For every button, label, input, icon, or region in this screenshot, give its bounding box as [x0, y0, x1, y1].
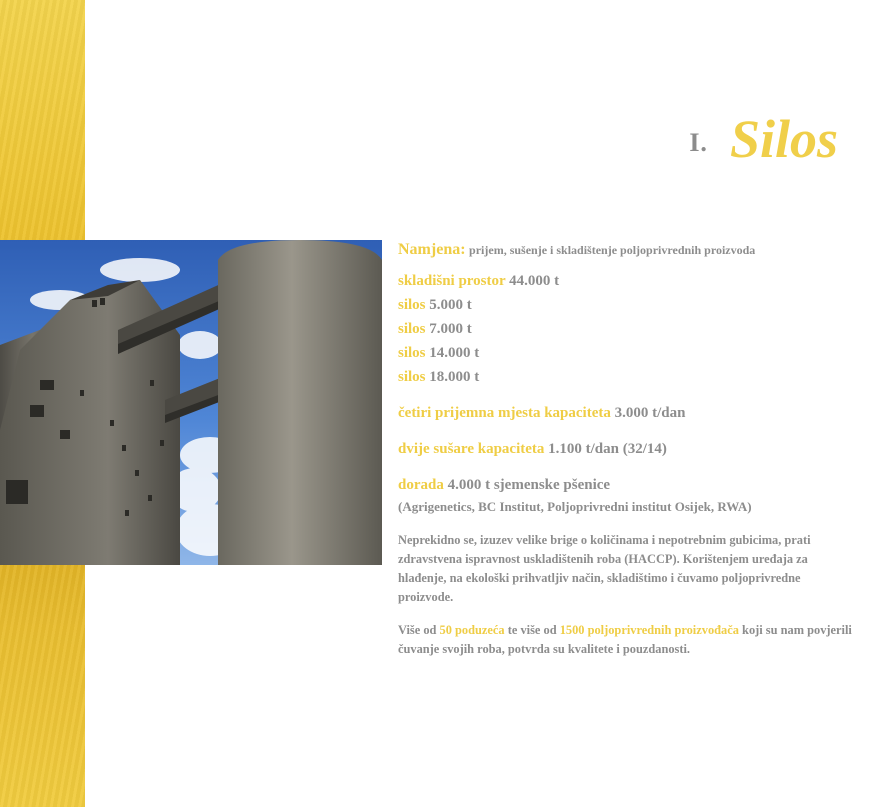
storage-label: skladišni prostor — [398, 273, 506, 289]
storage-label: silos — [398, 297, 426, 313]
processing-capacity — [398, 473, 858, 497]
page-title — [689, 108, 838, 170]
trust-paragraph — [398, 621, 858, 659]
silo-photo — [0, 240, 382, 565]
storage-item — [398, 341, 858, 365]
processing-label: dorada — [398, 477, 444, 493]
storage-value: 5.000 t — [429, 297, 472, 313]
storage-label: silos — [398, 321, 426, 337]
intake-capacity — [398, 401, 858, 425]
trust-text-2: te više od — [507, 623, 557, 637]
storage-item — [398, 365, 858, 389]
storage-value: 18.000 t — [429, 369, 480, 385]
info-text-block — [398, 238, 858, 659]
companies-count: 50 poduzeća — [439, 623, 505, 637]
processing-partners: (Agrigenetics, BC Institut, Poljoprivredni institut Osijek, RWA) — [398, 499, 752, 514]
storage-item — [398, 293, 858, 317]
storage-label: silos — [398, 369, 426, 385]
storage-list — [398, 269, 858, 389]
intake-label: četiri prijemna mjesta kapaciteta — [398, 405, 611, 421]
trust-text-3: koji su nam povjerili čuvanje svojih roba, potvrda su kvalitete i pouzdanosti. — [398, 623, 852, 656]
storage-value: 44.000 t — [509, 273, 560, 289]
storage-item — [398, 317, 858, 341]
purpose-text: prijem, sušenje i skladištenje poljoprivrednih proizvoda — [469, 243, 756, 257]
trust-text-1: Više od — [398, 623, 437, 637]
chapter-title-word: Silos — [729, 109, 838, 169]
dryer-label: dvije sušare kapaciteta — [398, 441, 545, 457]
storage-item — [398, 269, 858, 293]
intake-value: 3.000 t/dan — [614, 405, 686, 421]
dryer-value: 1.100 t/dan (32/14) — [548, 441, 667, 457]
producers-count: 1500 poljoprivrednih proizvođača — [559, 623, 739, 637]
processing-value: 4.000 t sjemenske pšenice — [447, 477, 611, 493]
storage-label: silos — [398, 345, 426, 361]
chapter-numeral: I. — [689, 128, 708, 157]
purpose-label: Namjena: — [398, 241, 466, 258]
quality-paragraph: Neprekidno se, izuzev velike brige o količinama i nepotrebnim gubicima, prati zdravstvena ispravnost uskladištenih roba (HACCP). Korištenjem uređaja za hlađenje, na ekološki prihvatljiv način, skladištimo i čuvamo poljoprivredne proizvode. — [398, 533, 811, 604]
storage-value: 14.000 t — [429, 345, 480, 361]
storage-value: 7.000 t — [429, 321, 472, 337]
purpose-line — [398, 238, 858, 263]
dryer-capacity — [398, 437, 858, 461]
